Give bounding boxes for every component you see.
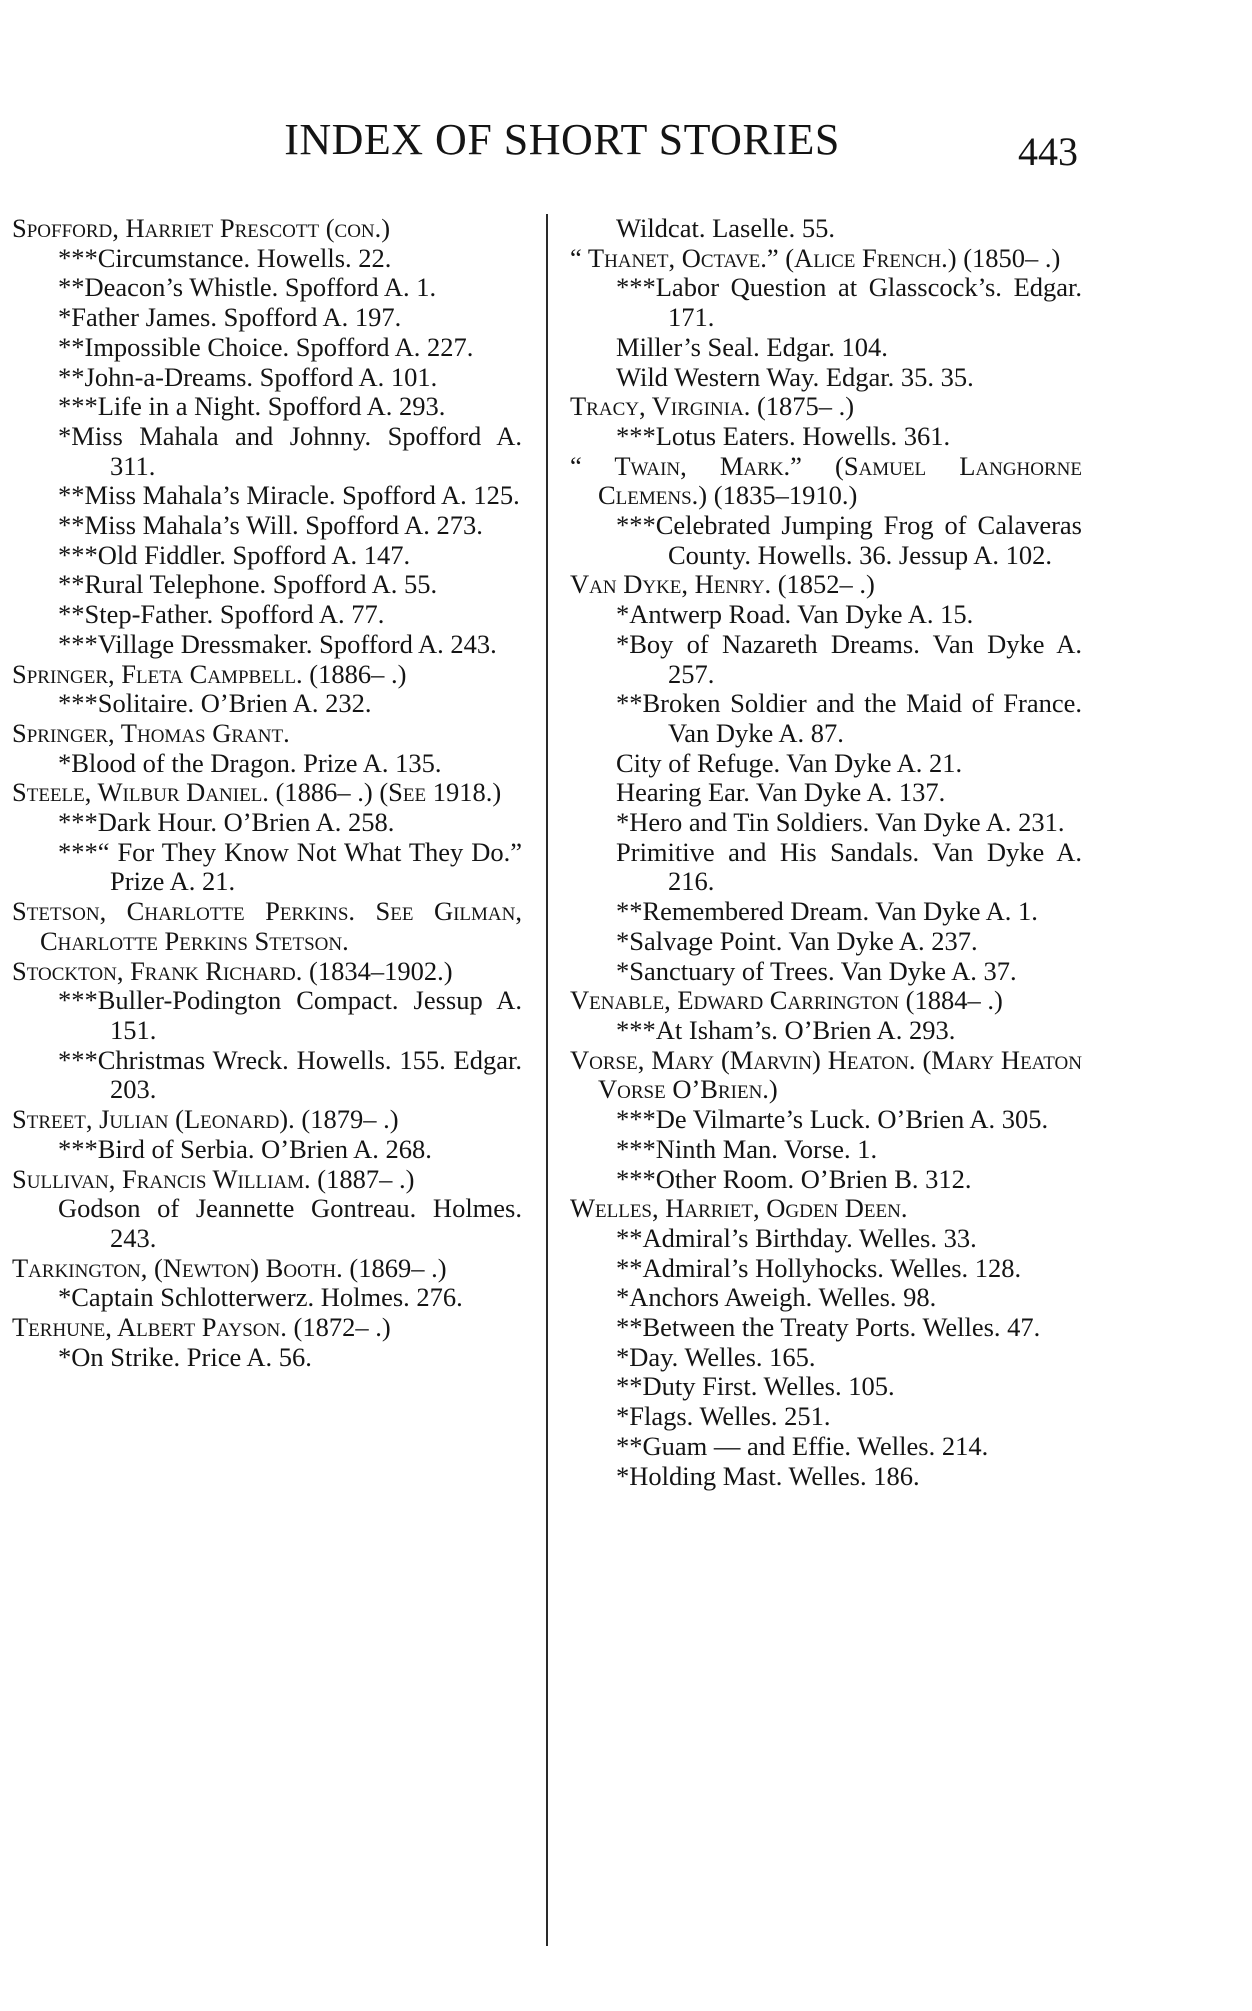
story-entry: **Miss Mahala’s Miracle. Spofford A. 125. bbox=[58, 480, 520, 511]
author-entry: Steele, Wilbur Daniel. (1886– .) (See 1918.) bbox=[12, 777, 502, 808]
story-entry: ***Dark Hour. O’Brien A. 258. bbox=[58, 807, 395, 838]
index-column-left bbox=[12, 214, 522, 1372]
story-entry: *Captain Schlotterwerz. Holmes. 276. bbox=[58, 1282, 463, 1313]
story-entry: ***Buller-Podington Compact. Jessup A. 151. bbox=[58, 985, 522, 1045]
author-entry: Sullivan, Francis William. (1887– .) bbox=[12, 1163, 415, 1194]
story-entry: ***Circumstance. Howells. 22. bbox=[58, 242, 392, 273]
story-entry: Primitive and His Sandals. Van Dyke A. 216. bbox=[616, 836, 1082, 897]
story-entry: **Between the Treaty Ports. Welles. 47. bbox=[616, 1312, 1041, 1343]
story-entry: **Admiral’s Hollyhocks. Welles. 128. bbox=[616, 1252, 1022, 1283]
story-entry: **Guam — and Effie. Welles. 214. bbox=[616, 1430, 989, 1461]
story-entry: *Boy of Nazareth Dreams. Van Dyke A. 257. bbox=[616, 628, 1082, 689]
story-entry: ***Christmas Wreck. Howells. 155. Edgar. 203. bbox=[58, 1044, 522, 1105]
author-entry: Street, Julian (Leonard). (1879– .) bbox=[12, 1104, 399, 1135]
story-entry: ***Other Room. O’Brien B. 312. bbox=[616, 1163, 972, 1194]
story-entry: *Holding Mast. Welles. 186. bbox=[616, 1460, 920, 1491]
story-entry: **Miss Mahala’s Will. Spofford A. 273. bbox=[58, 510, 483, 541]
story-entry: Wildcat. Laselle. 55. bbox=[616, 213, 835, 243]
column-divider bbox=[546, 214, 548, 1946]
author-entry: Stockton, Frank Richard. (1834–1902.) bbox=[12, 955, 453, 986]
story-entry: *Flags. Welles. 251. bbox=[616, 1401, 831, 1432]
story-entry: Godson of Jeannette Gontreau. Holmes. 243. bbox=[58, 1193, 522, 1253]
story-entry: ***At Isham’s. O’Brien A. 293. bbox=[616, 1014, 956, 1045]
story-entry: **Impossible Choice. Spofford A. 227. bbox=[58, 331, 474, 362]
story-entry: ***Celebrated Jumping Frog of Calaveras County. Howells. 36. Jessup A. 102. bbox=[616, 510, 1082, 570]
story-entry: *Miss Mahala and Johnny. Spofford A. 311. bbox=[58, 420, 522, 481]
story-entry: **Step-Father. Spofford A. 77. bbox=[58, 599, 385, 630]
story-entry: **Duty First. Welles. 105. bbox=[616, 1371, 895, 1402]
story-entry: **John-a-Dreams. Spofford A. 101. bbox=[58, 361, 438, 392]
story-entry: *Anchors Aweigh. Welles. 98. bbox=[616, 1282, 937, 1313]
author-entry: Tarkington, (Newton) Booth. (1869– .) bbox=[12, 1252, 447, 1283]
story-entry: *Day. Welles. 165. bbox=[616, 1341, 816, 1372]
story-entry: ***Bird of Serbia. O’Brien A. 268. bbox=[58, 1133, 432, 1164]
author-entry: Terhune, Albert Payson. (1872– .) bbox=[12, 1312, 391, 1343]
story-entry: ***Village Dressmaker. Spofford A. 243. bbox=[58, 628, 497, 659]
story-entry: ***De Vilmarte’s Luck. O’Brien A. 305. bbox=[616, 1104, 1049, 1135]
story-entry: *Father James. Spofford A. 197. bbox=[58, 302, 402, 333]
author-entry: Venable, Edward Carrington (1884– .) bbox=[570, 985, 1003, 1016]
story-entry: Hearing Ear. Van Dyke A. 137. bbox=[616, 777, 946, 808]
author-entry: Stetson, Charlotte Perkins. See Gilman, Charlotte Perkins Stetson. bbox=[12, 896, 522, 956]
story-entry: **Broken Soldier and the Maid of France. Van Dyke A. 87. bbox=[616, 688, 1082, 748]
story-entry: *On Strike. Price A. 56. bbox=[58, 1341, 312, 1372]
story-entry: *Antwerp Road. Van Dyke A. 15. bbox=[616, 599, 974, 630]
story-entry: ***Life in a Night. Spofford A. 293. bbox=[58, 391, 446, 422]
author-entry: Springer, Thomas Grant. bbox=[12, 717, 290, 748]
story-entry: Wild Western Way. Edgar. 35. 35. bbox=[616, 361, 974, 392]
story-entry: ***Lotus Eaters. Howells. 361. bbox=[616, 420, 951, 451]
story-entry: *Blood of the Dragon. Prize A. 135. bbox=[58, 747, 442, 778]
author-entry: Tracy, Virginia. (1875– .) bbox=[570, 391, 855, 422]
author-entry: Spofford, Harriet Prescott (con.) bbox=[12, 213, 391, 243]
story-entry: ***Labor Question at Glasscock’s. Edgar. 171. bbox=[616, 272, 1082, 333]
story-entry: Miller’s Seal. Edgar. 104. bbox=[616, 331, 888, 362]
story-entry: **Remembered Dream. Van Dyke A. 1. bbox=[616, 896, 1038, 927]
page-number: 443 bbox=[1018, 129, 1078, 174]
story-entry: ***Solitaire. O’Brien A. 232. bbox=[58, 688, 372, 719]
story-entry: ***Ninth Man. Vorse. 1. bbox=[616, 1133, 878, 1164]
page-title: INDEX OF SHORT STORIES bbox=[284, 115, 840, 164]
story-entry: **Admiral’s Birthday. Welles. 33. bbox=[616, 1222, 977, 1253]
story-entry: *Sanctuary of Trees. Van Dyke A. 37. bbox=[616, 955, 1017, 986]
story-entry: **Rural Telephone. Spofford A. 55. bbox=[58, 569, 438, 600]
story-entry: ***“ For They Know Not What They Do.” Prize A. 21. bbox=[58, 836, 522, 897]
story-entry: **Deacon’s Whistle. Spofford A. 1. bbox=[58, 272, 437, 303]
story-entry: City of Refuge. Van Dyke A. 21. bbox=[616, 747, 963, 778]
author-entry: Van Dyke, Henry. (1852– .) bbox=[570, 569, 875, 600]
author-entry: Springer, Fleta Campbell. (1886– .) bbox=[12, 658, 407, 689]
index-column-right bbox=[570, 214, 1082, 1491]
story-entry: ***Old Fiddler. Spofford A. 147. bbox=[58, 539, 411, 570]
story-entry: *Salvage Point. Van Dyke A. 237. bbox=[616, 925, 978, 956]
author-entry: “ Thanet, Octave.” (Alice French.) (1850– .) bbox=[570, 242, 1061, 273]
author-entry: Vorse, Mary (Marvin) Heaton. (Mary Heaton Vorse O’Brien.) bbox=[570, 1044, 1082, 1105]
story-entry: *Hero and Tin Soldiers. Van Dyke A. 231. bbox=[616, 807, 1065, 838]
author-entry: Welles, Harriet, Ogden Deen. bbox=[570, 1193, 908, 1224]
author-entry: “ Twain, Mark.” (Samuel Langhorne Clemens.) (1835–1910.) bbox=[570, 450, 1082, 511]
